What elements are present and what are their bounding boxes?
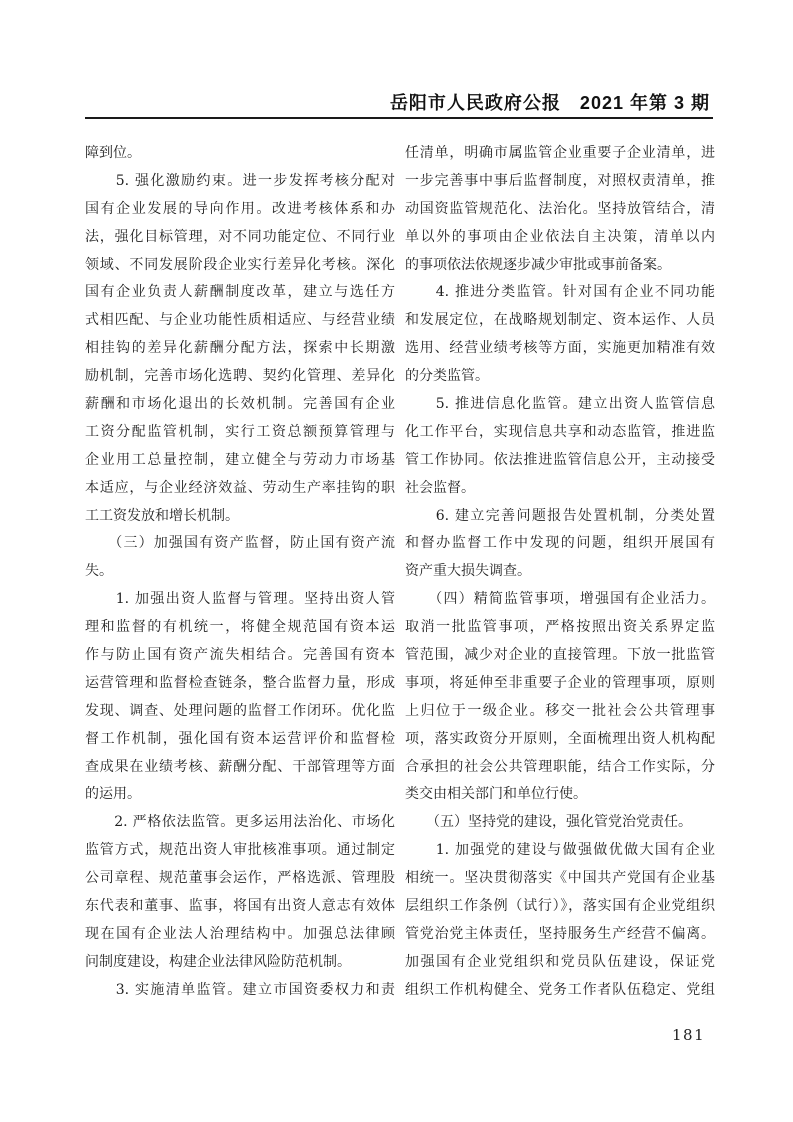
body-columns bbox=[85, 140, 715, 1005]
text-line: 问制度建设，构建企业法律风险防范机制。 bbox=[85, 953, 351, 970]
text-line: 和督办监督工作中发现的问题，组织开展国有 bbox=[405, 535, 715, 552]
text-line: 东代表和董事、监事，将国有出资人意志有效体 bbox=[85, 898, 395, 915]
text-line: 国有企业负责人薪酬制度改革，建立与选任方 bbox=[85, 284, 395, 301]
page-header-title: 岳阳市人民政府公报 2021 年第 3 期 bbox=[389, 93, 710, 113]
text-line: 作与防止国有资产流失相结合。完善国有资本 bbox=[85, 647, 395, 664]
text-line: 工工资发放和增长机制。 bbox=[85, 507, 239, 524]
text-line: 励机制，完善市场化选聘、契约化管理、差异化 bbox=[85, 368, 395, 385]
text-line: 的分类监管。 bbox=[405, 368, 489, 385]
text-line: 化工作平台，实现信息共享和动态监管，推进监 bbox=[405, 423, 715, 440]
text-line: 和发展定位，在战略规划制定、资本运作、人员 bbox=[405, 312, 715, 329]
text-line: 监管方式，规范出资人审批核准事项。通过制定 bbox=[85, 842, 395, 859]
text-line: 层组织工作条例（试行）》，落实国有企业党组织 bbox=[405, 898, 715, 915]
text-line: 障到位。 bbox=[85, 145, 141, 161]
text-line: 工资分配监管机制，实行工资总额预算管理与 bbox=[85, 423, 395, 440]
text-line: 取消一批监管事项，严格按照出资关系界定监 bbox=[405, 619, 715, 636]
text-line: 薪酬和市场化退出的长效机制。完善国有企业 bbox=[85, 396, 395, 413]
text-line: 企业用工总量控制，建立健全与劳动力市场基 bbox=[85, 451, 395, 468]
text-line: 1. 加强出资人监督与管理。坚持出资人管 bbox=[85, 591, 395, 608]
text-line: 2. 严格依法监管。更多运用法治化、市场化 bbox=[85, 814, 395, 831]
text-line: 组织工作机构健全、党务工作者队伍稳定、党组 bbox=[405, 981, 715, 998]
text-line: 1. 加强党的建设与做强做优做大国有企业 bbox=[405, 842, 715, 859]
text-line: 事项，将延伸至非重要子企业的管理事项，原则 bbox=[405, 674, 715, 691]
text-line: 的运用。 bbox=[85, 786, 141, 803]
text-line: 一步完善事中事后监督制度，对照权责清单，推 bbox=[405, 172, 715, 189]
text-line: 任清单，明确市属监管企业重要子企业清单，进 bbox=[405, 145, 715, 161]
text-line: 5. 推进信息化监管。建立出资人监管信息 bbox=[405, 396, 715, 413]
text-line: （三）加强国有资产监督，防止国有资产流 bbox=[85, 535, 395, 552]
text-line: 发现、调查、处理问题的监督工作闭环。优化监 bbox=[85, 702, 395, 719]
text-line: （四）精简监管事项，增强国有企业活力。 bbox=[405, 591, 715, 608]
text-line: 公司章程、规范董事会运作，严格选派、管理股 bbox=[85, 870, 395, 887]
text-line: 管工作协同。依法推进监管信息公开，主动接受 bbox=[405, 451, 715, 468]
text-line: 3. 实施清单监管。建立市国资委权力和责 bbox=[85, 981, 395, 998]
text-line: 单以外的事项由企业依法自主决策，清单以内 bbox=[405, 228, 715, 245]
text-line: 领域、不同发展阶段企业实行差异化考核。深化 bbox=[85, 256, 395, 273]
left-column bbox=[85, 140, 395, 1005]
text-line: 的事项依法依规逐步减少审批或事前备案。 bbox=[405, 256, 671, 273]
header-divider-rule bbox=[85, 117, 713, 119]
text-line: 法，强化目标管理，对不同功能定位、不同行业 bbox=[85, 228, 395, 245]
text-line: 选用、经营业绩考核等方面，实施更加精准有效 bbox=[405, 340, 715, 357]
text-line: 管党治党主体责任，坚持服务生产经营不偏离。 bbox=[405, 925, 715, 942]
text-line: 相挂钩的差异化薪酬分配方法，探索中长期激 bbox=[85, 340, 395, 357]
text-line: 相统一。坚决贯彻落实《中国共产党国有企业基 bbox=[405, 870, 715, 887]
text-line: （五）坚持党的建设，强化管党治党责任。 bbox=[405, 814, 692, 831]
text-line: 资产重大损失调查。 bbox=[405, 563, 531, 580]
page-number: 181 bbox=[672, 1026, 706, 1044]
text-line: 6. 建立完善问题报告处置机制，分类处置 bbox=[405, 507, 715, 524]
text-line: 督工作机制，强化国有资本运营评价和监督检 bbox=[85, 730, 395, 747]
text-line: 式相匹配、与企业功能性质相适应、与经营业绩 bbox=[85, 312, 395, 329]
text-line: 管范围，减少对企业的直接管理。下放一批监管 bbox=[405, 647, 715, 664]
text-line: 国有企业发展的导向作用。改进考核体系和办 bbox=[85, 200, 395, 217]
text-line: 查成果在业绩考核、薪酬分配、干部管理等方面 bbox=[85, 758, 395, 775]
text-line: 5. 强化激励约束。进一步发挥考核分配对 bbox=[85, 172, 395, 189]
text-line: 动国资监管规范化、法治化。坚持放管结合，清 bbox=[405, 200, 715, 217]
text-line: 运营管理和监督检查链条，整合监督力量，形成 bbox=[85, 674, 395, 691]
text-line: 类交由相关部门和单位行使。 bbox=[405, 786, 587, 803]
text-line: 合承担的社会公共管理职能，结合工作实际，分 bbox=[405, 758, 715, 775]
text-line: 4. 推进分类监管。针对国有企业不同功能 bbox=[405, 284, 715, 301]
text-line: 本适应，与企业经济效益、劳动生产率挂钩的职 bbox=[85, 479, 395, 496]
text-line: 现在国有企业法人治理结构中。加强总法律顾 bbox=[85, 925, 395, 942]
right-column bbox=[405, 140, 715, 1005]
text-line: 理和监督的有机统一，将健全规范国有资本运 bbox=[85, 619, 395, 636]
text-line: 上归位于一级企业。移交一批社会公共管理事 bbox=[405, 702, 715, 719]
text-line: 失。 bbox=[85, 563, 113, 580]
text-line: 加强国有企业党组织和党员队伍建设，保证党 bbox=[405, 953, 715, 970]
text-line: 社会监督。 bbox=[405, 479, 475, 496]
text-line: 项，落实政资分开原则，全面梳理出资人机构配 bbox=[405, 730, 715, 747]
